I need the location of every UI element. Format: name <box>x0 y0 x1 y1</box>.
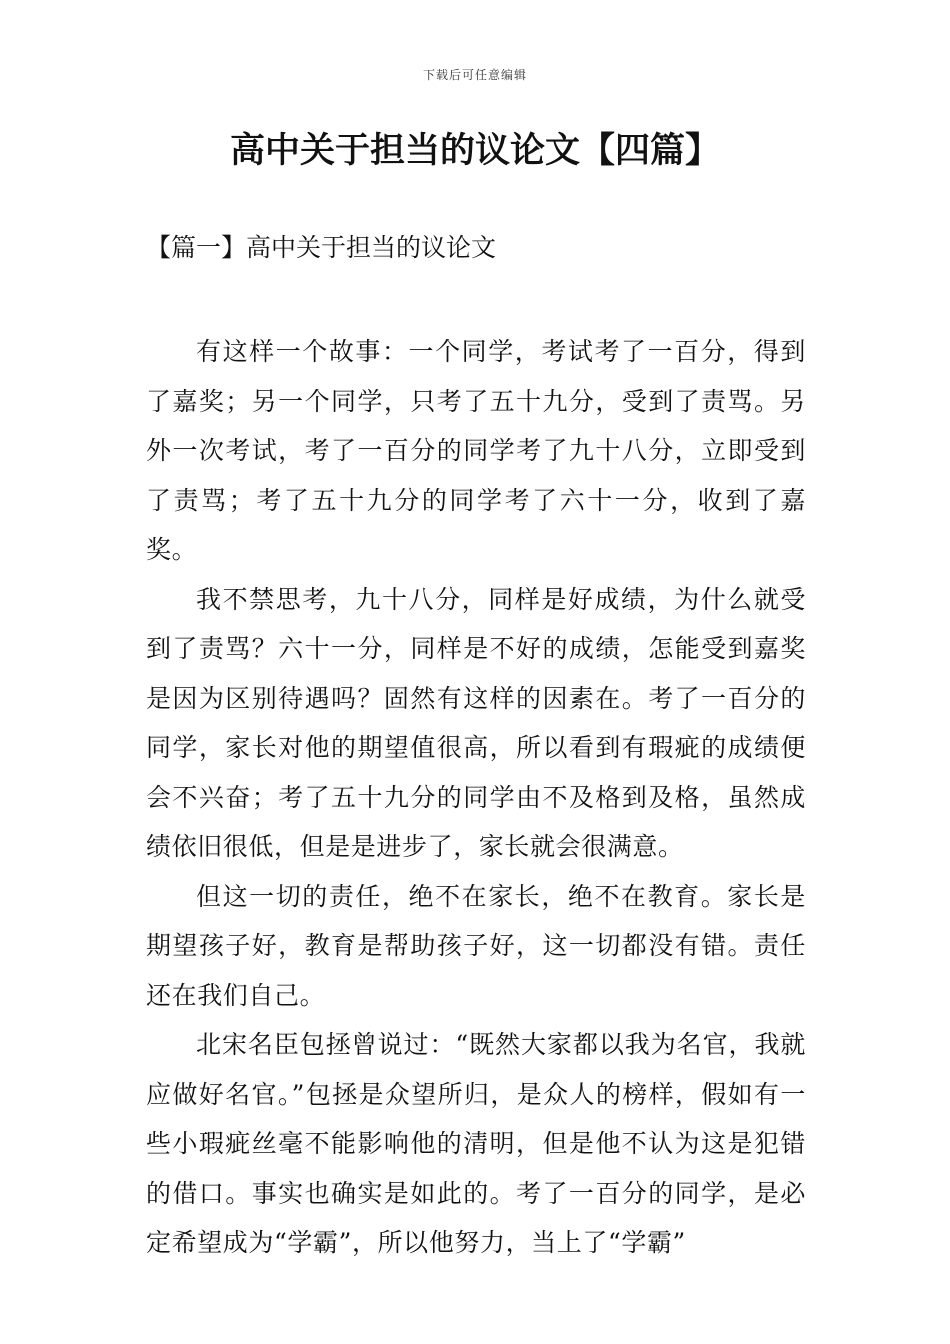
paragraph: 我不禁思考，九十八分，同样是好成绩，为什么就受到了责骂？六十一分，同样是不好的成绩，怎能受到嘉奖是因为区别待遇吗？固然有这样的因素在。考了一百分的同学，家长对他的期望值很高，所以看到有瑕疵的成绩便会不兴奋；考了五十九分的同学由不及格到及格，虽然成绩依旧很低，但是是进步了，家长就会很满意。 <box>146 584 806 861</box>
body-text <box>146 327 806 1268</box>
paragraph: 有这样一个故事：一个同学，考试考了一百分，得到了嘉奖；另一个同学，只考了五十九分，受到了责骂。另外一次考试，考了一百分的同学考了九十八分，立即受到了责骂；考了五十九分的同学考了六十一分，收到了嘉奖。 <box>146 337 806 564</box>
document-title: 高中关于担当的议论文【四篇】 <box>229 131 720 171</box>
paragraph: 但这一切的责任，绝不在家长，绝不在教育。家长是期望孩子好，教育是帮助孩子好，这一切都没有错。责任还在我们自己。 <box>146 881 806 1010</box>
section-title: 【篇一】高中关于担当的议论文 <box>146 233 497 262</box>
paragraph: 北宋名臣包拯曾说过：“既然大家都以我为名官，我就应做好名官。”包拯是众望所归，是众人的榜样，假如有一些小瑕疵丝毫不能影响他的清明，但是他不认为这是犯错的借口。事实也确实是如此的。考了一百分的同学，是必定希望成为“学霸”，所以他努力，当上了“学霸” <box>146 1030 806 1257</box>
header-note: 下载后可任意编辑 <box>422 68 527 82</box>
